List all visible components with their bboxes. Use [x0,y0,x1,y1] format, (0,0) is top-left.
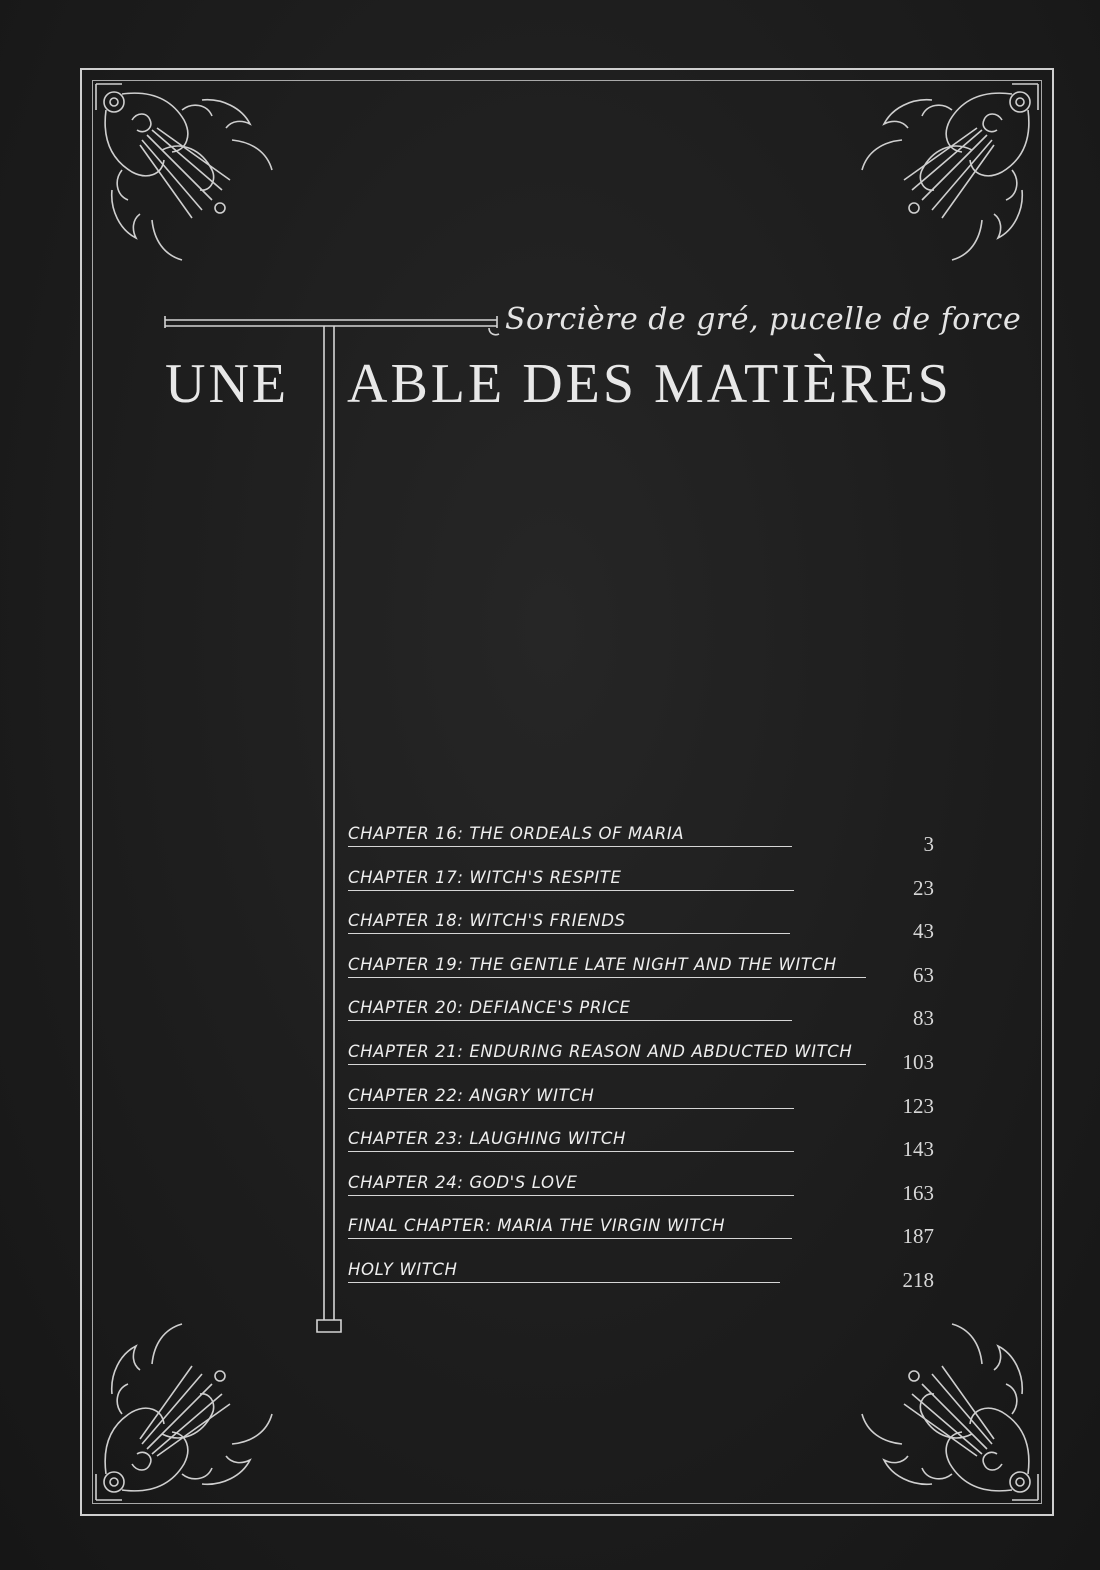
toc-entry-page: 23 [913,875,934,900]
toc-entry-page: 103 [902,1049,934,1074]
toc-entry-label: CHAPTER 22: ANGRY WITCH [348,1085,595,1105]
toc-entry-label: CHAPTER 24: GOD'S LOVE [348,1172,578,1192]
toc-entry-page: 218 [902,1267,934,1292]
toc-entry-page: 123 [902,1093,934,1118]
toc-entry-page: 43 [913,919,934,944]
toc-entry-underline [348,1151,794,1152]
toc-entry-underline [348,890,794,891]
toc-entry-page: 163 [902,1180,934,1205]
toc-entry-underline [348,1238,792,1239]
toc-entry-page: 63 [913,962,934,987]
toc-entry-underline [348,1282,780,1283]
toc-entry-underline [348,1020,792,1021]
page-title-part-right: ABLE DES MATIÈRES [347,353,952,415]
toc-entry-label: CHAPTER 19: THE GENTLE LATE NIGHT AND THE WITCH [348,954,837,974]
toc-entry-label: CHAPTER 16: THE ORDEALS OF MARIA [348,824,685,843]
toc-entry-underline [348,1195,794,1196]
toc-entry [348,1040,948,1084]
floral-corner-ornament-icon [842,1304,1042,1504]
toc-entry [348,909,948,953]
toc-entry-underline [348,977,866,978]
toc-entry-label: CHAPTER 17: WITCH'S RESPITE [348,867,622,887]
toc-entry-label: FINAL CHAPTER: MARIA THE VIRGIN WITCH [348,1216,726,1236]
floral-corner-ornament-icon [92,80,292,280]
floral-corner-ornament-icon [842,80,1042,280]
toc-entry-label: CHAPTER 23: LAUGHING WITCH [348,1129,626,1149]
toc-entry-underline [348,1108,794,1109]
toc-entry-label: CHAPTER 18: WITCH'S FRIENDS [348,911,626,931]
toc-entry [348,1084,948,1128]
toc-entry-underline [348,1064,866,1065]
toc-entry-page: 83 [913,1006,934,1031]
toc-entry [348,822,948,866]
toc-entry [348,866,948,910]
toc-entry [348,1214,948,1258]
toc-entry-label: CHAPTER 20: DEFIANCE'S PRICE [348,998,631,1018]
toc-entry-underline [348,933,790,934]
toc-entry-page: 3 [923,832,934,856]
toc-entry [348,1258,948,1302]
toc-entry [348,996,948,1040]
table-of-contents [348,822,948,1302]
toc-entry [348,953,948,997]
toc-entry [348,1127,948,1171]
toc-entry [348,1171,948,1215]
toc-entry-label: CHAPTER 21: ENDURING REASON AND ABDUCTED WITCH [348,1041,853,1061]
title-subtitle: Sorcière de gré, pucelle de force [505,302,1022,337]
page-title-part-left: UNE [165,353,290,415]
toc-entry-label: HOLY WITCH [348,1259,458,1279]
toc-entry-underline [348,846,792,847]
toc-entry-page: 187 [902,1224,934,1249]
toc-entry-page: 143 [902,1137,934,1162]
